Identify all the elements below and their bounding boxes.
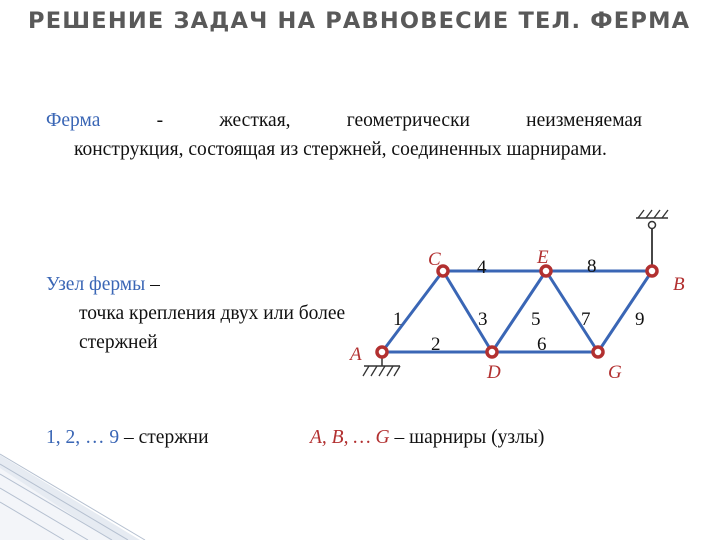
joints-range: A, B, … G [310, 427, 390, 448]
page-title: РЕШЕНИЕ ЗАДАЧ НА РАВНОВЕСИЕ ТЕЛ. ФЕРМА [28, 8, 691, 34]
node-term: Узел фермы [46, 274, 146, 295]
rod-label-5: 5 [531, 309, 541, 330]
joint-a [377, 347, 387, 357]
node-label-a: A [350, 344, 362, 365]
rod-support-b [636, 210, 668, 271]
node-label-g: G [608, 362, 622, 383]
rod-label-7: 7 [581, 309, 591, 330]
rod-label-2: 2 [431, 334, 441, 355]
truss-definition-continuation: конструкция, состоящая из стержней, соединенных шарнирами. [74, 139, 607, 160]
joints-legend-text: – шарниры (узлы) [389, 427, 545, 448]
rods-legend-text: – стержни [119, 427, 209, 448]
rod-label-9: 9 [635, 309, 645, 330]
rod-label-4: 4 [477, 257, 487, 278]
rod-label-1: 1 [393, 309, 403, 330]
truss-term: Ферма [46, 110, 101, 131]
node-label-d: D [487, 362, 501, 383]
truss-dash: - [156, 110, 164, 131]
truss-definition-line1: жесткая, геометрически неизменяемая [219, 110, 643, 131]
node-label-b: B [673, 274, 685, 295]
truss-joints [377, 266, 657, 357]
joint-d [487, 347, 497, 357]
node-dash: – [145, 274, 160, 295]
truss-definition-first-line [46, 106, 642, 135]
decorative-corner-stripes [0, 440, 260, 540]
rods-range: 1, 2, … 9 [46, 427, 120, 448]
node-definition-continuation: точка крепления двух или более стержней [79, 303, 346, 353]
rod-label-6: 6 [537, 334, 547, 355]
node-label-c: C [428, 249, 441, 270]
truss-rods [382, 271, 652, 352]
truss-definition [46, 106, 642, 164]
rod-label-8: 8 [587, 256, 597, 277]
truss-diagram [340, 200, 700, 400]
node-label-e: E [537, 247, 549, 268]
joint-g [593, 347, 603, 357]
joints-legend [310, 423, 544, 452]
joint-b [647, 266, 657, 276]
node-definition [46, 270, 366, 357]
rod-label-3: 3 [478, 309, 488, 330]
